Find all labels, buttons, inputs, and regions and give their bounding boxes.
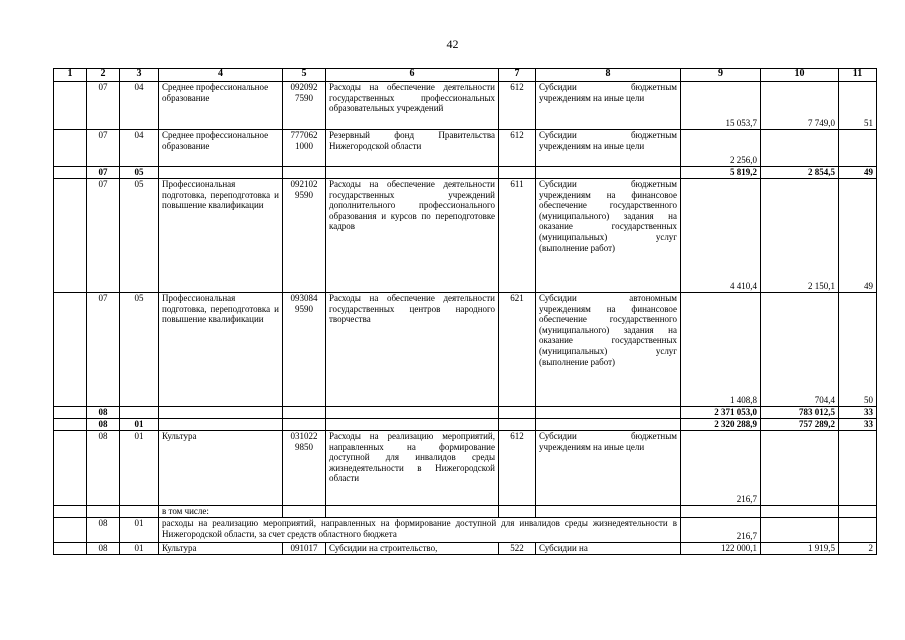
target-code: 091017 <box>283 543 326 555</box>
subsection-code: 04 <box>120 130 159 167</box>
amount-actual: 1 919,5 <box>761 543 839 555</box>
header-cell: 11 <box>839 69 877 82</box>
subsection-code: 04 <box>120 82 159 130</box>
amount-actual: 7 749,0 <box>761 82 839 130</box>
expense-type-name: Субсидии автономным учреждениям на финансовое обеспечение государственного (муниципального) задания на оказание государственных (муниципальных) услуг (выполнение работ) <box>536 293 681 407</box>
expense-type-name: Субсидии бюджетным учреждениям на иные цели <box>536 82 681 130</box>
section-code: 08 <box>87 407 120 419</box>
amount-plan: 4 410,4 <box>681 179 761 293</box>
amount-plan: 5 819,2 <box>681 167 761 179</box>
subsection-name: Среднее профессиональное образование <box>159 82 283 130</box>
amount-actual: 757 289,2 <box>761 419 839 431</box>
section-total-row <box>54 407 877 419</box>
expense-type-code: 522 <box>499 543 536 555</box>
table-row <box>54 543 877 555</box>
target-code: 093084 9590 <box>283 293 326 407</box>
expense-type-code: 621 <box>499 293 536 407</box>
table-row <box>54 130 877 167</box>
percent: 2 <box>839 543 877 555</box>
subsection-code: 05 <box>120 179 159 293</box>
expense-type-name: Субсидии бюджетным учреждениям на иные цели <box>536 431 681 506</box>
amount-plan: 1 408,8 <box>681 293 761 407</box>
subtotal-row <box>54 167 877 179</box>
subsection-code: 01 <box>120 543 159 555</box>
header-cell: 7 <box>499 69 536 82</box>
percent: 50 <box>839 293 877 407</box>
subtotal-row <box>54 419 877 431</box>
target-code: 092102 9590 <box>283 179 326 293</box>
percent: 49 <box>839 167 877 179</box>
percent: 49 <box>839 179 877 293</box>
section-code: 07 <box>87 167 120 179</box>
target-name: Расходы на реализацию мероприятий, направленных на формирование доступной для инвалидов среды жизнедеятельности в Нижегородской области <box>326 431 499 506</box>
section-code: 07 <box>87 179 120 293</box>
including-label: в том числе: <box>159 506 283 518</box>
amount-actual <box>761 431 839 506</box>
header-cell: 8 <box>536 69 681 82</box>
target-code: 031022 9850 <box>283 431 326 506</box>
header-cell: 3 <box>120 69 159 82</box>
amount-plan: 15 053,7 <box>681 82 761 130</box>
expense-type-code: 612 <box>499 82 536 130</box>
section-code: 07 <box>87 82 120 130</box>
target-code: 777062 1000 <box>283 130 326 167</box>
amount-actual: 783 012,5 <box>761 407 839 419</box>
expense-type-name: Субсидии бюджетным учреждениям на финансовое обеспечение государственного (муниципального) задания на оказание государственных (муниципальных) услуг (выполнение работ) <box>536 179 681 293</box>
section-code: 08 <box>87 543 120 555</box>
header-cell: 5 <box>283 69 326 82</box>
expense-type-name: Субсидии на <box>536 543 681 555</box>
subsection-code: 01 <box>120 431 159 506</box>
subsection-name: Культура <box>159 431 283 506</box>
section-code: 07 <box>87 293 120 407</box>
table-row <box>54 293 877 407</box>
header-cell: 1 <box>54 69 87 82</box>
amount-actual <box>761 130 839 167</box>
percent: 33 <box>839 419 877 431</box>
subsection-name: Профессиональная подготовка, переподготовка и повышение квалификации <box>159 179 283 293</box>
percent <box>839 130 877 167</box>
amount-actual: 2 150,1 <box>761 179 839 293</box>
target-name: Расходы на обеспечение деятельности государственных центров народного творчества <box>326 293 499 407</box>
target-name: Расходы на обеспечение деятельности государственных профессиональных образовательных учреждений <box>326 82 499 130</box>
amount-plan: 2 320 288,9 <box>681 419 761 431</box>
table-row <box>54 518 877 543</box>
expense-type-name: Субсидии бюджетным учреждениям на иные цели <box>536 130 681 167</box>
section-code: 08 <box>87 518 120 543</box>
including-row <box>54 506 877 518</box>
subsection-name: Культура <box>159 543 283 555</box>
percent: 33 <box>839 407 877 419</box>
section-code: 08 <box>87 419 120 431</box>
subsection-code: 01 <box>120 419 159 431</box>
target-name: Субсидии на строительство, <box>326 543 499 555</box>
page-number: 42 <box>446 37 459 51</box>
header-cell: 2 <box>87 69 120 82</box>
amount-plan: 2 371 053,0 <box>681 407 761 419</box>
header-cell: 10 <box>761 69 839 82</box>
table-row <box>54 431 877 506</box>
subsection-code: 05 <box>120 293 159 407</box>
expense-type-code: 612 <box>499 431 536 506</box>
percent <box>839 431 877 506</box>
amount-plan: 2 256,0 <box>681 130 761 167</box>
expense-type-code: 612 <box>499 130 536 167</box>
header-cell: 9 <box>681 69 761 82</box>
table-row <box>54 82 877 130</box>
section-code: 07 <box>87 130 120 167</box>
header-cell: 6 <box>326 69 499 82</box>
amount-plan: 122 000,1 <box>681 543 761 555</box>
target-code: 092092 7590 <box>283 82 326 130</box>
subsection-code: 05 <box>120 167 159 179</box>
percent: 51 <box>839 82 877 130</box>
header-cell: 4 <box>159 69 283 82</box>
header-row <box>54 69 877 82</box>
target-name: Расходы на обеспечение деятельности государственных учреждений дополнительного профессионального образования и курсов по переподготовке кадров <box>326 179 499 293</box>
subsection-name: Профессиональная подготовка, переподготовка и повышение квалификации <box>159 293 283 407</box>
expense-description: расходы на реализацию мероприятий, направленных на формирование доступной для инвалидов среды жизнедеятельности в Нижегородской области, за счет средств областного бюджета <box>159 518 681 543</box>
amount-actual: 704,4 <box>761 293 839 407</box>
target-name: Резервный фонд Правительства Нижегородской области <box>326 130 499 167</box>
subsection-code: 01 <box>120 518 159 543</box>
expense-type-code: 611 <box>499 179 536 293</box>
section-code: 08 <box>87 431 120 506</box>
amount-actual: 2 854,5 <box>761 167 839 179</box>
budget-table <box>53 68 877 555</box>
subsection-name: Среднее профессиональное образование <box>159 130 283 167</box>
amount-plan: 216,7 <box>681 518 761 543</box>
amount-plan: 216,7 <box>681 431 761 506</box>
table-row <box>54 179 877 293</box>
